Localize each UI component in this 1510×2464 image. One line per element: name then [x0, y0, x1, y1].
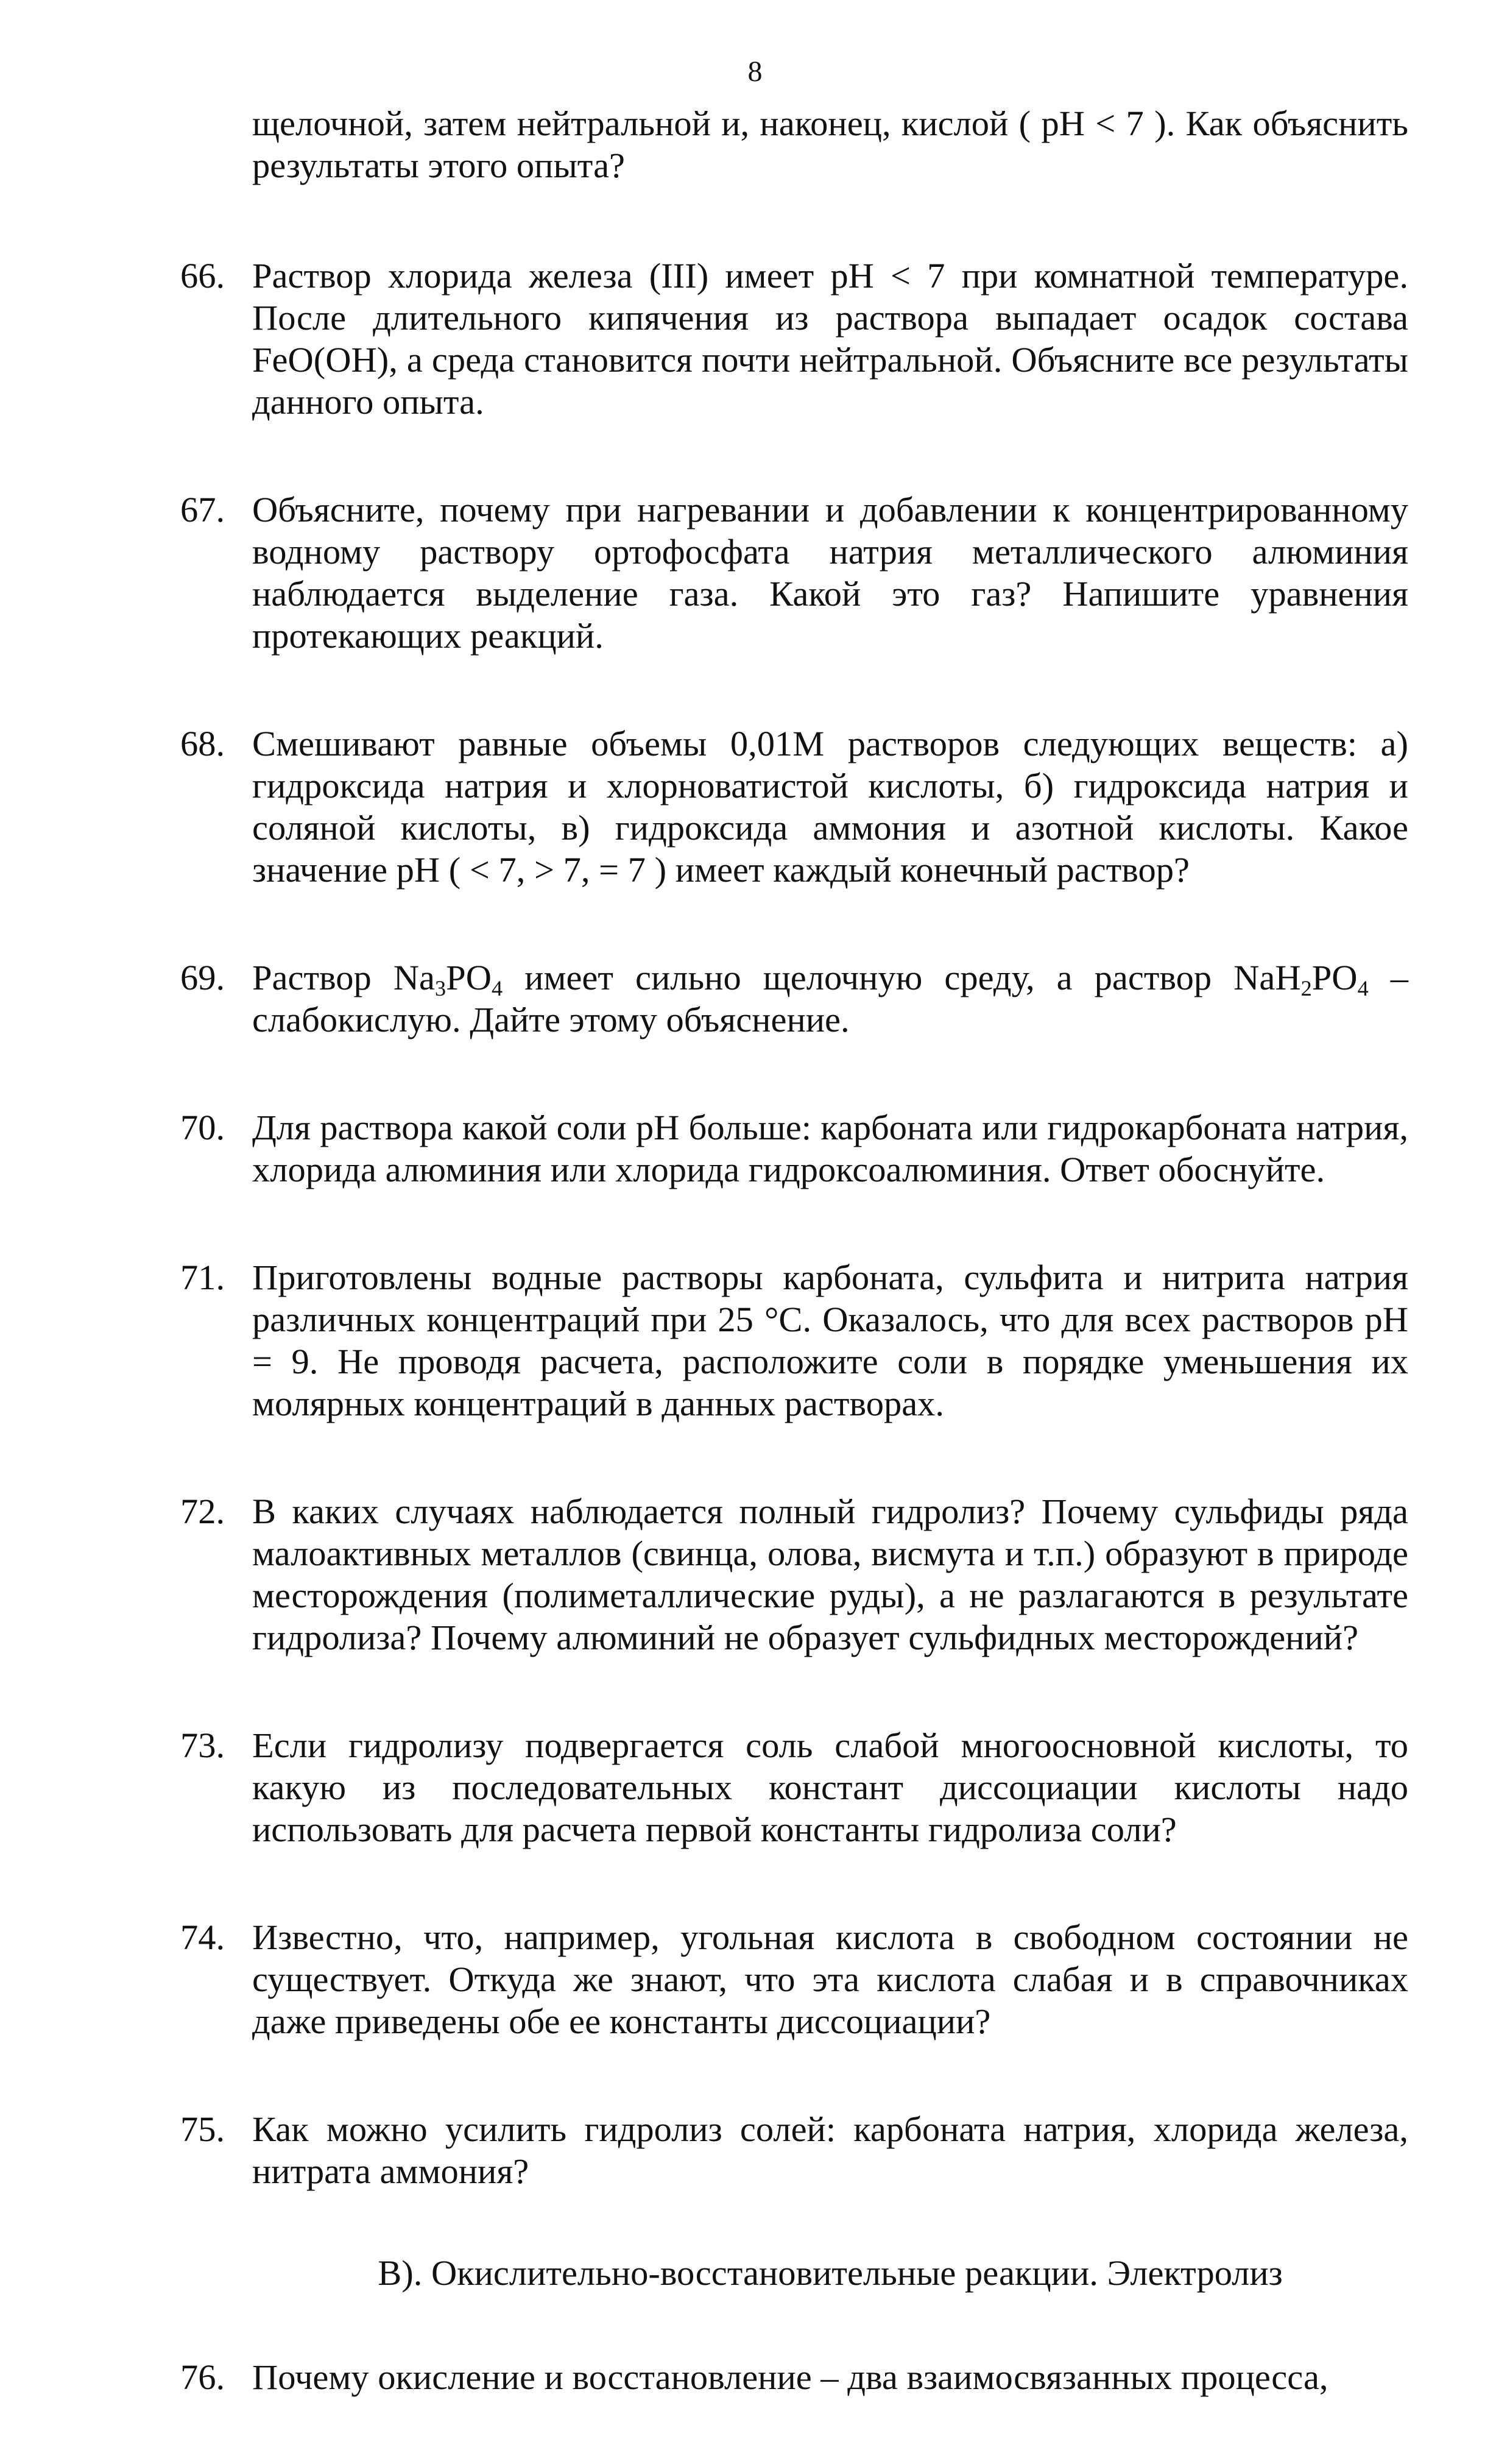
question-71	[180, 1256, 1408, 1425]
question-73	[180, 1724, 1408, 1850]
page-number: 8	[747, 55, 763, 88]
question-number: 67.	[180, 490, 225, 529]
question-74	[180, 1916, 1408, 2042]
question-number: 73.	[180, 1726, 225, 1765]
text-segment: PO	[1311, 958, 1358, 997]
question-text: В каких случаях наблюдается полный гидролиз? Почему сульфиды ряда малоактивных металлов (свинца, олова, висмута и т.п.) образуют в природе месторождения (полиметаллические руды), а не разлагаются в результате гидролиза? Почему алюминий не образует сульфидных месторождений?	[252, 1492, 1408, 1657]
question-text: Известно, что, например, угольная кислота в свободном состоянии не существует. Откуда же знают, что эта кислота слабая и в справочниках даже приведены обе ее константы диссоциации?	[252, 1917, 1408, 2041]
question-number: 66.	[180, 256, 225, 296]
continuation-text: щелочной, затем нейтральной и, наконец, кислой ( pH < 7 ). Как объяснить результаты этого опыта?	[252, 104, 1408, 185]
question-66	[180, 255, 1408, 423]
question-72	[180, 1490, 1408, 1659]
question-text: Раствор хлорида железа (III) имеет pH < 7 при комнатной температуре. После длительного кипячения из раствора выпадает осадок состава FeO(OH), а среда становится почти нейтральной. Объясните все результаты данного опыта.	[252, 256, 1408, 422]
section-heading: В). Окислительно-восстановительные реакции. Электролиз	[378, 2253, 1283, 2293]
question-number: 71.	[180, 1258, 225, 1297]
subscript: 3	[435, 976, 446, 1001]
question-text: Для раствора какой соли pH больше: карбоната или гидрокарбоната натрия, хлорида алюминия или хлорида гидроксоалюминия. Ответ обоснуйте.	[252, 1108, 1408, 1189]
text-segment: имеет сильно щелочную среду, а раствор NaH	[503, 958, 1301, 997]
question-text	[252, 957, 1408, 1041]
question-number: 72.	[180, 1492, 225, 1531]
question-text: Если гидролизу подвергается соль слабой многоосновной кислоты, то какую из последовательных констант диссоциации кислоты надо использовать для расчета первой константы гидролиза соли?	[252, 1726, 1408, 1849]
question-text: Объясните, почему при нагревании и добавлении к концентрированному водному раствору ортофосфата натрия металлического алюминия наблюдается выделение газа. Какой это газ? Напишите уравнения протекающих реакций.	[252, 490, 1408, 656]
subscript: 2	[1300, 976, 1312, 1001]
question-number: 69.	[180, 958, 225, 997]
question-number: 75.	[180, 2109, 225, 2149]
question-number: 74.	[180, 1917, 225, 1957]
question-text: Как можно усилить гидролиз солей: карбоната натрия, хлорида железа, нитрата аммония?	[252, 2109, 1408, 2191]
subscript: 4	[1357, 976, 1369, 1001]
question-67	[180, 489, 1408, 657]
question-75	[180, 2108, 1408, 2192]
question-70	[180, 1106, 1408, 1191]
text-segment: Раствор Na	[252, 958, 436, 997]
question-number: 70.	[180, 1108, 225, 1147]
subscript: 4	[491, 976, 503, 1001]
page-content	[180, 102, 1408, 2464]
question-68	[180, 723, 1408, 891]
text-segment: PO	[446, 958, 492, 997]
text-segment: – слабокислую. Дайте этому объяснение.	[252, 958, 1408, 1039]
question-number: 76.	[180, 2357, 225, 2397]
question-text: Смешивают равные объемы 0,01М растворов следующих веществ: а) гидроксида натрия и хлорноватистой кислоты, б) гидроксида натрия и соляной кислоты, в) гидроксида аммония и азотной кислоты. Какое значение pH ( < 7, > 7, = 7 ) имеет каждый конечный раствор?	[252, 724, 1408, 890]
question-text: Приготовлены водные растворы карбоната, сульфита и нитрита натрия различных концентраций при 25 °С. Оказалось, что для всех растворов pH = 9. Не проводя расчета, расположите соли в порядке уменьшения их молярных концентраций в данных растворах.	[252, 1258, 1408, 1423]
question-69	[180, 957, 1408, 1041]
question-number: 68.	[180, 724, 225, 763]
question-76	[180, 2356, 1408, 2398]
question-text: Почему окисление и восстановление – два взаимосвязанных процесса,	[252, 2357, 1328, 2397]
